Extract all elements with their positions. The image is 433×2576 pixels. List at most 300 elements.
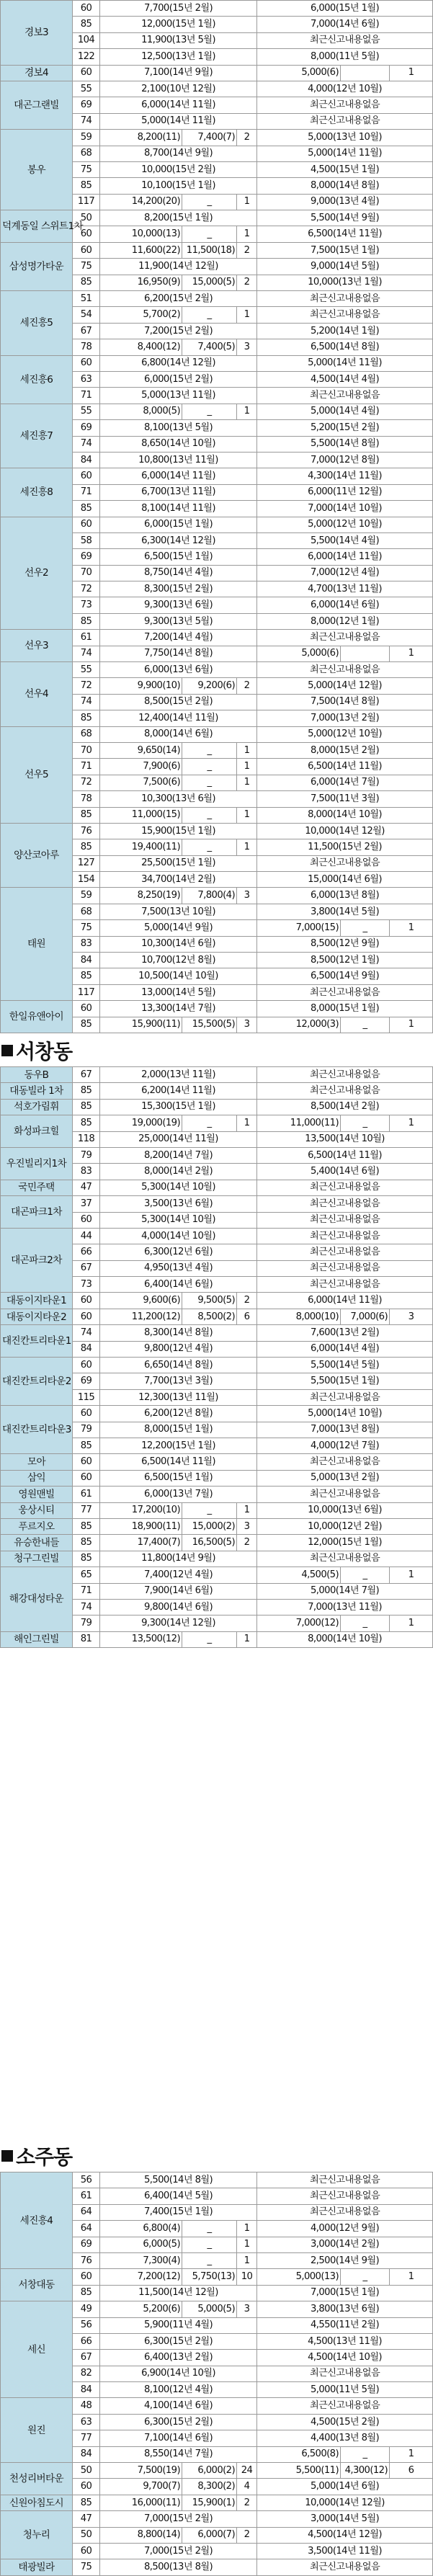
area-cell: 78: [73, 791, 100, 807]
lease-price-cell: 최근신고내용없음: [257, 2204, 433, 2220]
area-cell: 60: [73, 2269, 100, 2285]
lease-count-cell: 1: [390, 1567, 433, 1583]
lease-price-cell: 5,000(13년 10월): [257, 130, 433, 146]
sale-price-cell: 15,900(15년 1월): [100, 823, 257, 839]
sale-price-cell: 8,200(15년 1월): [100, 210, 257, 226]
sale-count-cell: 2: [237, 2495, 257, 2510]
table-row: [1, 1502, 433, 1518]
complex-name-cell: 세진흥7: [1, 404, 73, 468]
price-table: [0, 0, 433, 1033]
sale-count-cell: 1: [237, 2221, 257, 2237]
area-cell: 81: [73, 1631, 100, 1647]
sale-price-cell: 10,800(13년 11월): [100, 452, 257, 468]
lease-price-cell: 4,400(13년 8월): [257, 2430, 433, 2446]
sale-price-cell: 11,800(14년 9월): [100, 1551, 257, 1566]
lease-price-cell: 최근신고내용없음: [257, 1454, 433, 1470]
lease-price-cell: 최근신고내용없음: [257, 2559, 433, 2575]
area-cell: 117: [73, 194, 100, 210]
area-cell: 59: [73, 888, 100, 904]
table-row: [1, 1518, 433, 1534]
lease-price-cell: 5,000(14년 6월): [257, 2479, 433, 2495]
area-cell: 122: [73, 49, 100, 65]
sale-price-cell: 4,950(13년 4월): [100, 1260, 257, 1276]
complex-name-cell: 세진흥8: [1, 468, 73, 517]
area-cell: 84: [73, 452, 100, 468]
area-cell: 85: [73, 178, 100, 194]
area-cell: 55: [73, 404, 100, 419]
lease-price-cell: 최근신고내용없음: [257, 2366, 433, 2381]
sale-price-cell: 7,200(12): [100, 2269, 182, 2285]
table-row: [1, 517, 433, 532]
sale-price-cell: 9,300(14년 12월): [100, 1615, 257, 1631]
lease-price-cell: 5,000(14년 4월): [257, 404, 433, 419]
sale-count-cell: 4: [237, 2479, 257, 2495]
sale-price-cell: 5,000(14년 9월): [100, 920, 257, 936]
area-cell: 85: [73, 17, 100, 32]
lease-price-cell: 5,000(6): [257, 65, 341, 81]
area-cell: 85: [73, 2495, 100, 2510]
sale-price-cell: 6,800(14년 12월): [100, 355, 257, 371]
area-cell: 76: [73, 823, 100, 839]
table-row: [1, 1567, 433, 1583]
area-cell: 79: [73, 1615, 100, 1631]
complex-name-cell: 푸르지오: [1, 1518, 73, 1534]
table-row: [1, 2463, 433, 2479]
area-cell: 60: [73, 2543, 100, 2559]
lease-price-cell: 6,500(14년 8월): [257, 339, 433, 355]
sale-low-cell: 7,400(5): [182, 339, 237, 355]
sale-price-cell: 7,700(15년 2월): [100, 1, 257, 17]
sale-price-cell: 13,000(14년 5월): [100, 984, 257, 1000]
sale-price-cell: 10,000(13): [100, 226, 182, 242]
sale-price-cell: 10,100(15년 1월): [100, 178, 257, 194]
sale-price-cell: 6,500(14년 11월): [100, 1454, 257, 1470]
sale-price-cell: 9,650(14): [100, 742, 182, 758]
sale-count-cell: 1: [237, 226, 257, 242]
lease-price-cell: 11,000(11): [257, 1115, 341, 1131]
table-row: [1, 2559, 433, 2575]
sale-price-cell: 6,000(13년 7월): [100, 1487, 257, 1502]
lease-price-cell: 최근신고내용없음: [257, 97, 433, 113]
lease-price-cell: 7,500(11년 3월): [257, 791, 433, 807]
area-cell: 56: [73, 2317, 100, 2333]
area-cell: 49: [73, 2301, 100, 2317]
lease-price-cell: 최근신고내용없음: [257, 32, 433, 48]
sale-price-cell: 6,500(15년 1월): [100, 1470, 257, 1486]
lease-price-cell: 8,000(11년 5월): [257, 49, 433, 65]
table-row: [1, 2301, 433, 2317]
lease-price-cell: 6,500(14년 11월): [257, 1147, 433, 1163]
complex-name-cell: 한일유앤아이: [1, 1001, 73, 1033]
lease-price-cell: 6,500(14년 9월): [257, 968, 433, 984]
lease-price-cell: 8,000(14년 10월): [257, 1631, 433, 1647]
area-cell: 60: [73, 1293, 100, 1309]
square-bullet-icon: [1, 2150, 13, 2162]
lease-price-cell: 8,000(15년 1월): [257, 1001, 433, 1017]
area-cell: 83: [73, 1164, 100, 1180]
lease-price-cell: 6,500(8): [257, 2446, 341, 2462]
lease-price-cell: 5,500(11): [257, 2463, 341, 2479]
sale-price-cell: 6,650(14년 8월): [100, 1358, 257, 1373]
area-cell: 64: [73, 2221, 100, 2237]
sale-price-cell: 25,000(14년 11월): [100, 1131, 257, 1147]
area-cell: 85: [73, 1551, 100, 1566]
lease-price-cell: 6,000(14년 11월): [257, 1293, 433, 1309]
complex-name-cell: 해인그린빌: [1, 1631, 73, 1647]
complex-name-cell: 유승한내들: [1, 1535, 73, 1551]
sale-low-cell: _: [182, 807, 237, 823]
area-cell: 77: [73, 1502, 100, 1518]
sale-price-cell: 8,500(15년 2월): [100, 694, 257, 710]
sale-low-cell: _: [182, 839, 237, 855]
sale-count-cell: 2: [237, 1535, 257, 1551]
lease-price-cell: 4,500(13년 11월): [257, 2333, 433, 2349]
sale-price-cell: 8,550(14년 7월): [100, 2446, 257, 2462]
lease-price-cell: 15,000(14년 6월): [257, 872, 433, 888]
area-cell: 75: [73, 2559, 100, 2575]
sale-count-cell: 24: [237, 2463, 257, 2479]
sale-count-cell: 2: [237, 2527, 257, 2543]
lease-price-cell: 최근신고내용없음: [257, 2398, 433, 2414]
sale-low-cell: _: [182, 775, 237, 790]
complex-name-cell: 대동빌라 1차: [1, 1083, 73, 1099]
sale-price-cell: 10,300(14년 6월): [100, 936, 257, 952]
lease-price-cell: 4,500(15년 2월): [257, 2414, 433, 2430]
table-row: [1, 1180, 433, 1195]
area-cell: 63: [73, 2414, 100, 2430]
lease-price-cell: 7,000(13년 11월): [257, 1599, 433, 1615]
complex-name-cell: 세진흥5: [1, 291, 73, 356]
sale-price-cell: 7,900(6): [100, 759, 182, 775]
area-cell: 60: [73, 1, 100, 17]
lease-price-cell: 7,500(15년 1월): [257, 242, 433, 258]
sale-low-cell: _: [182, 2237, 237, 2252]
complex-name-cell: 우진빌리지1차: [1, 1147, 73, 1180]
area-cell: 85: [73, 1438, 100, 1453]
area-cell: 67: [73, 1260, 100, 1276]
table-row: [1, 1147, 433, 1163]
sale-price-cell: 5,700(2): [100, 307, 182, 323]
lease-price-cell: 5,000(6): [257, 646, 341, 661]
lease-low-cell: _: [341, 920, 390, 936]
lease-price-cell: 3,000(14년 5월): [257, 2511, 433, 2527]
table-row: [1, 1454, 433, 1470]
sale-price-cell: 6,500(15년 1월): [100, 549, 257, 565]
area-cell: 55: [73, 662, 100, 678]
lease-price-cell: 5,000(11년 5월): [257, 2382, 433, 2398]
area-cell: 85: [73, 807, 100, 823]
lease-price-cell: 3,000(14년 2월): [257, 2237, 433, 2252]
lease-price-cell: 7,000(13년 2월): [257, 710, 433, 726]
complex-name-cell: 선우4: [1, 662, 73, 727]
area-cell: 60: [73, 468, 100, 484]
table-row: [1, 1083, 433, 1099]
area-cell: 85: [73, 1017, 100, 1033]
lease-price-cell: 최근신고내용없음: [257, 1551, 433, 1566]
lease-price-cell: 4,000(12년 10월): [257, 81, 433, 97]
lease-price-cell: 4,300(14년 11월): [257, 468, 433, 484]
lease-price-cell: 7,600(13년 2월): [257, 1325, 433, 1341]
area-cell: 50: [73, 210, 100, 226]
area-cell: 37: [73, 1196, 100, 1212]
table-row: [1, 468, 433, 484]
sale-price-cell: 6,300(14년 12월): [100, 532, 257, 548]
lease-price-cell: 10,000(12년 2월): [257, 1518, 433, 1534]
area-cell: 85: [73, 501, 100, 517]
sale-count-cell: 1: [237, 775, 257, 790]
sale-price-cell: 10,300(13년 6월): [100, 791, 257, 807]
lease-price-cell: 8,000(10): [257, 1309, 341, 1324]
lease-price-cell: 최근신고내용없음: [257, 855, 433, 871]
sale-price-cell: 5,000(14년 11월): [100, 113, 257, 129]
sale-price-cell: 8,200(11): [100, 130, 182, 146]
lease-price-cell: 최근신고내용없음: [257, 291, 433, 307]
sale-price-cell: 12,300(13년 11월): [100, 1389, 257, 1405]
table-row: [1, 726, 433, 742]
lease-count-cell: 1: [390, 920, 433, 936]
area-cell: 47: [73, 2511, 100, 2527]
lease-price-cell: 최근신고내용없음: [257, 388, 433, 404]
area-cell: 85: [73, 1115, 100, 1131]
lease-low-cell: _: [341, 1615, 390, 1631]
lease-price-cell: 5,500(14년 4월): [257, 532, 433, 548]
sale-price-cell: 6,200(14년 11월): [100, 1083, 257, 1099]
sale-low-cell: 15,500(5): [182, 1017, 237, 1033]
sale-count-cell: 1: [237, 2237, 257, 2252]
area-cell: 71: [73, 759, 100, 775]
complex-name-cell: 태광빌라: [1, 2559, 73, 2575]
sale-count-cell: 2: [237, 678, 257, 694]
sale-low-cell: 15,900(1): [182, 2495, 237, 2510]
area-cell: 60: [73, 1212, 100, 1228]
sale-low-cell: 11,500(18): [182, 242, 237, 258]
sale-price-cell: 12,200(15년 1월): [100, 1438, 257, 1453]
lease-price-cell: 6,000(14년 7월): [257, 775, 433, 790]
area-cell: 72: [73, 678, 100, 694]
table-row: [1, 2511, 433, 2527]
area-cell: 70: [73, 742, 100, 758]
sale-price-cell: 12,000(15년 1월): [100, 17, 257, 32]
area-cell: 64: [73, 2204, 100, 2220]
lease-price-cell: 4,500(5): [257, 1567, 341, 1583]
sale-low-cell: _: [182, 307, 237, 323]
lease-low-cell: [341, 646, 390, 661]
area-cell: 72: [73, 581, 100, 597]
sale-count-cell: 3: [237, 2301, 257, 2317]
area-cell: 84: [73, 2446, 100, 2462]
lease-price-cell: 7,000(15): [257, 920, 341, 936]
area-cell: 71: [73, 1583, 100, 1599]
sale-price-cell: 15,300(15년 1월): [100, 1099, 257, 1115]
sale-count-cell: 1: [237, 742, 257, 758]
sale-price-cell: 7,300(4): [100, 2252, 182, 2268]
sale-count-cell: 3: [237, 1017, 257, 1033]
sale-price-cell: 6,000(15년 1월): [100, 517, 257, 532]
section-title-text: 서창동: [16, 1040, 73, 1064]
table-row: [1, 1631, 433, 1647]
table-row: [1, 1470, 433, 1486]
sale-count-cell: 3: [237, 888, 257, 904]
lease-price-cell: 최근신고내용없음: [257, 1389, 433, 1405]
sale-price-cell: 2,000(13년 11월): [100, 1067, 257, 1083]
area-cell: 48: [73, 2398, 100, 2414]
sale-price-cell: 9,800(14년 6월): [100, 1599, 257, 1615]
lease-count-cell: 1: [390, 2446, 433, 2462]
price-table: [0, 2172, 433, 2576]
complex-name-cell: 경보4: [1, 65, 73, 81]
sale-price-cell: 7,100(14년 9월): [100, 65, 257, 81]
sale-price-cell: 7,500(6): [100, 775, 182, 790]
sale-price-cell: 7,400(15년 1월): [100, 2204, 257, 2220]
sale-price-cell: 6,000(15년 2월): [100, 371, 257, 387]
sale-low-cell: _: [182, 194, 237, 210]
lease-price-cell: 최근신고내용없음: [257, 1277, 433, 1293]
area-cell: 85: [73, 1099, 100, 1115]
price-table: [0, 1066, 433, 1648]
complex-name-cell: 삼익: [1, 1470, 73, 1486]
lease-price-cell: 6,500(14년 11월): [257, 226, 433, 242]
lease-price-cell: 최근신고내용없음: [257, 1196, 433, 1212]
sale-count-cell: 1: [237, 1502, 257, 1518]
sale-count-cell: 2: [237, 242, 257, 258]
table-row: [1, 1228, 433, 1244]
lease-price-cell: 8,500(14년 2월): [257, 1099, 433, 1115]
complex-name-cell: 대곤그랜빌: [1, 81, 73, 129]
lease-count-cell: 6: [390, 2463, 433, 2479]
sale-price-cell: 5,500(14년 8월): [100, 2172, 257, 2188]
sale-price-cell: 6,400(13년 2월): [100, 2350, 257, 2366]
sale-price-cell: 5,900(11년 4월): [100, 2317, 257, 2333]
sale-price-cell: 8,800(14): [100, 2527, 182, 2543]
complex-name-cell: 동우B: [1, 1067, 73, 1083]
sale-count-cell: 1: [237, 807, 257, 823]
area-cell: 74: [73, 694, 100, 710]
complex-name-cell: 대진칸트리타운2: [1, 1358, 73, 1406]
area-cell: 67: [73, 1067, 100, 1083]
area-cell: 44: [73, 1228, 100, 1244]
lease-count-cell: 3: [390, 1309, 433, 1324]
lease-price-cell: 5,500(14년 8월): [257, 436, 433, 452]
area-cell: 60: [73, 2479, 100, 2495]
lease-price-cell: 7,000(14년 10월): [257, 501, 433, 517]
complex-name-cell: 선우2: [1, 517, 73, 630]
sale-price-cell: 13,300(14년 7월): [100, 1001, 257, 1017]
lease-price-cell: 8,000(12년 1월): [257, 613, 433, 629]
table-row: [1, 1196, 433, 1212]
area-cell: 85: [73, 1535, 100, 1551]
sale-price-cell: 7,900(14년 6월): [100, 1583, 257, 1599]
area-cell: 74: [73, 1599, 100, 1615]
sale-price-cell: 10,500(14년 10월): [100, 968, 257, 984]
complex-name-cell: 국민주택: [1, 1180, 73, 1195]
sale-price-cell: 5,000(13년 11월): [100, 388, 257, 404]
area-cell: 84: [73, 1341, 100, 1357]
lease-price-cell: 6,000(14년 4월): [257, 1341, 433, 1357]
table-row: [1, 1535, 433, 1551]
sale-low-cell: 5,000(5): [182, 2301, 237, 2317]
complex-name-cell: 세신: [1, 2301, 73, 2398]
complex-name-cell: 대진칸트리타운1: [1, 1325, 73, 1358]
area-cell: 60: [73, 517, 100, 532]
sale-price-cell: 6,200(15년 2월): [100, 291, 257, 307]
area-cell: 154: [73, 872, 100, 888]
area-cell: 71: [73, 484, 100, 500]
sale-price-cell: 15,900(11): [100, 1017, 182, 1033]
sale-price-cell: 9,300(13년 5월): [100, 613, 257, 629]
lease-price-cell: 6,000(13년 8월): [257, 888, 433, 904]
area-cell: 76: [73, 2252, 100, 2268]
lease-price-cell: 최근신고내용없음: [257, 1212, 433, 1228]
area-cell: 58: [73, 532, 100, 548]
section-title: [1, 1035, 431, 1066]
area-cell: 84: [73, 2382, 100, 2398]
area-cell: 72: [73, 775, 100, 790]
sale-low-cell: 5,750(13): [182, 2269, 237, 2285]
sale-price-cell: 6,400(14년 6월): [100, 1277, 257, 1293]
area-cell: 47: [73, 1180, 100, 1195]
sale-price-cell: 7,200(15년 2월): [100, 323, 257, 339]
sale-count-cell: 1: [237, 2252, 257, 2268]
area-cell: 85: [73, 968, 100, 984]
sale-price-cell: 7,200(14년 4월): [100, 630, 257, 646]
sale-price-cell: 12,500(13년 1월): [100, 49, 257, 65]
sale-price-cell: 5,300(14년 10월): [100, 1180, 257, 1195]
complex-name-cell: 웅상시티: [1, 1502, 73, 1518]
area-cell: 70: [73, 565, 100, 581]
complex-name-cell: 대곤파크1차: [1, 1196, 73, 1229]
sale-count-cell: 1: [237, 1115, 257, 1131]
sale-count-cell: 2: [237, 1293, 257, 1309]
square-bullet-icon: [1, 1045, 13, 1056]
table-row: [1, 355, 433, 371]
table-row: [1, 1293, 433, 1309]
area-cell: 83: [73, 936, 100, 952]
area-cell: 60: [73, 1470, 100, 1486]
lease-price-cell: 5,500(14년 5월): [257, 1358, 433, 1373]
lease-price-cell: 최근신고내용없음: [257, 1487, 433, 1502]
complex-name-cell: 서창대동: [1, 2269, 73, 2301]
lease-low-cell: 7,000(6): [341, 1309, 390, 1324]
area-cell: 75: [73, 920, 100, 936]
lease-price-cell: 4,550(11년 2월): [257, 2317, 433, 2333]
lease-price-cell: 5,400(14년 6월): [257, 1164, 433, 1180]
sale-low-cell: 9,500(5): [182, 1293, 237, 1309]
area-cell: 60: [73, 355, 100, 371]
sale-price-cell: 7,000(15년 2월): [100, 2543, 257, 2559]
lease-price-cell: 최근신고내용없음: [257, 2188, 433, 2204]
table-row: [1, 1, 433, 17]
area-cell: 69: [73, 2237, 100, 2252]
area-cell: 68: [73, 726, 100, 742]
lease-price-cell: 5,000(14년 11월): [257, 355, 433, 371]
area-cell: 67: [73, 2350, 100, 2366]
area-cell: 85: [73, 275, 100, 290]
sale-price-cell: 11,000(15): [100, 807, 182, 823]
lease-price-cell: 최근신고내용없음: [257, 307, 433, 323]
lease-price-cell: 10,000(14년 12월): [257, 2495, 433, 2510]
sale-price-cell: 13,500(12): [100, 1631, 182, 1647]
table-row: [1, 1067, 433, 1083]
table-row: [1, 823, 433, 839]
area-cell: 79: [73, 1422, 100, 1438]
area-cell: 61: [73, 630, 100, 646]
complex-name-cell: 양산코아루: [1, 823, 73, 888]
lease-price-cell: 4,000(12년 7월): [257, 1438, 433, 1453]
sale-low-cell: _: [182, 1631, 237, 1647]
table-row: [1, 1115, 433, 1131]
table-row: [1, 1551, 433, 1566]
sale-low-cell: 16,500(5): [182, 1535, 237, 1551]
